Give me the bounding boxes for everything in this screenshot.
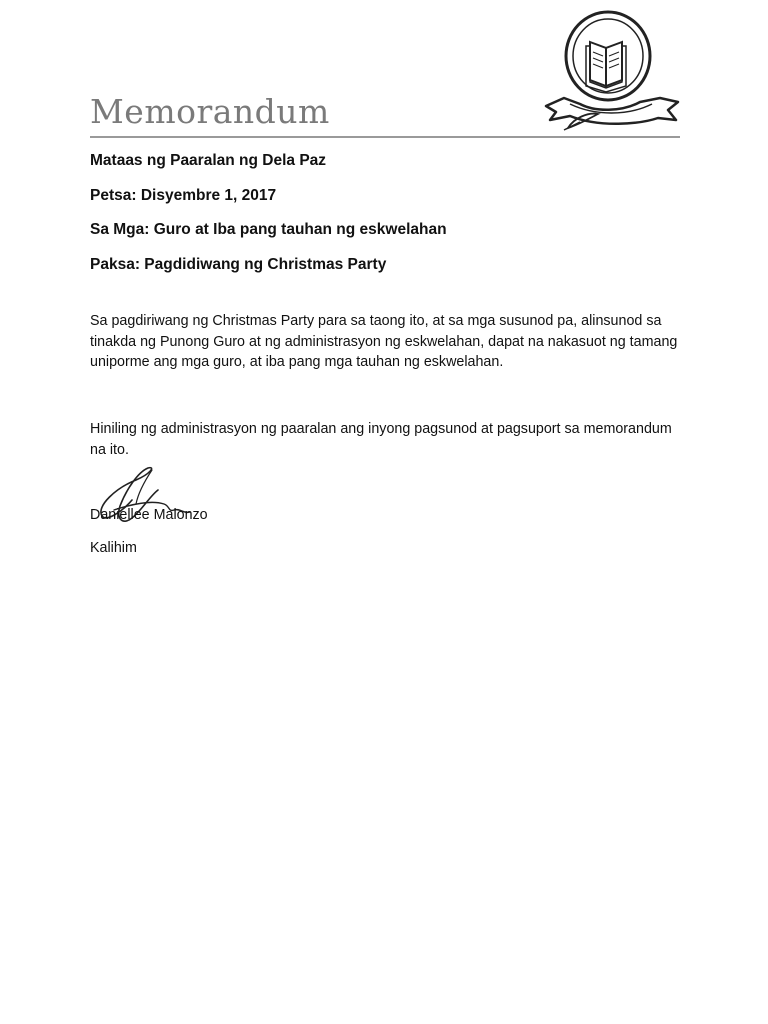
body-paragraph-2: Hiniling ng administrasyon ng paaralan ang inyong pagsunod at pagsuport sa memorandum na ito. (90, 421, 672, 458)
book-ribbon-logo-icon (540, 6, 680, 134)
body-paragraph-1: Sa pagdiriwang ng Christmas Party para sa taong ito, at sa mga susunod pa, alinsunod sa tinakda ng Punong Guro at ng administrasyon ng eskwelahan, dapat na nakasuot ng tamang uniporme ang mga guro, at iba pang mga tauhan ng eskwelahan. (90, 313, 678, 370)
signer-name: Daniellee Malonzo (90, 507, 208, 523)
memo-title: Memorandum (90, 92, 330, 131)
school-name: Mataas ng Paaralan ng Dela Paz (90, 152, 327, 169)
memo-date: Petsa: Disyembre 1, 2017 (90, 187, 277, 204)
memo-subject: Paksa: Pagdidiwang ng Christmas Party (90, 256, 387, 273)
title-divider (90, 136, 680, 138)
signer-role: Kalihim (90, 540, 137, 556)
memo-recipients: Sa Mga: Guro at Iba pang tauhan ng eskwelahan (90, 221, 447, 238)
